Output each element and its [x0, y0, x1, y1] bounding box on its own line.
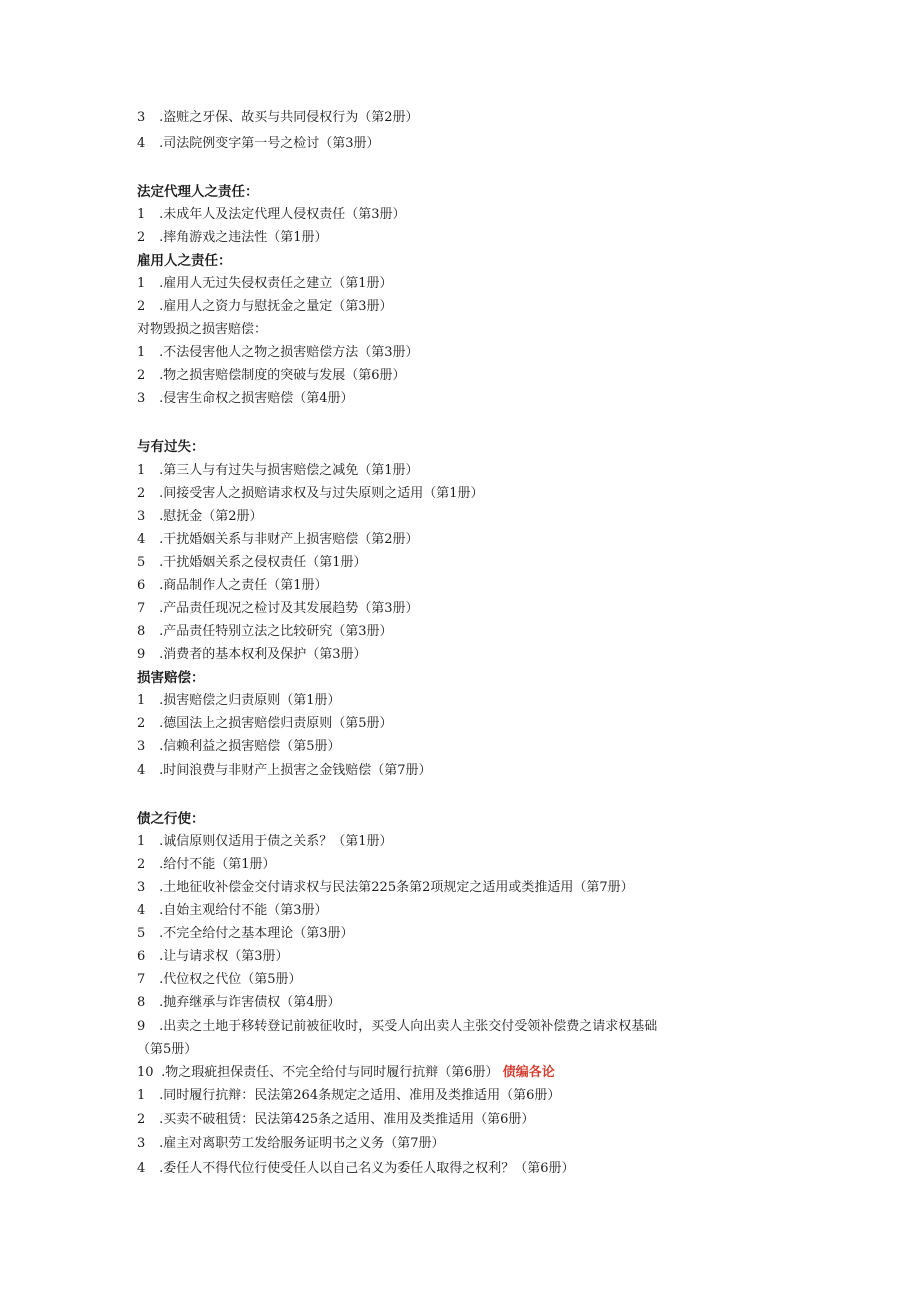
list-item: 4 .时间浪费与非财产上损害之金钱赔偿（第7册） — [137, 763, 432, 778]
list-item: 6 .商品制作人之责任（第1册） — [137, 578, 328, 593]
section-heading: 与有过失： — [137, 439, 205, 455]
list-item: 2 .买卖不破租赁：民法第425条之适用、准用及类推适用（第6册） — [137, 1112, 535, 1127]
list-item: 9 .出卖之土地于移转登记前被征收时，买受人向出卖人主张交付受领补偿费之请求权基础 — [137, 1019, 658, 1034]
list-item: 3 .慰抚金（第2册） — [137, 509, 263, 524]
list-item: 7 .代位权之代位（第5册） — [137, 972, 302, 987]
list-item: 2 .间接受害人之损赔请求权及与过失原则之适用（第1册） — [137, 486, 484, 501]
section-heading: 对物毁损之损害赔偿： — [137, 322, 268, 337]
list-item: 2 .摔角游戏之违法性（第1册） — [137, 230, 328, 245]
section-heading: 损害赔偿： — [137, 670, 205, 686]
list-item: 1 .损害赔偿之归责原则（第1册） — [137, 693, 341, 708]
list-item: 1 .第三人与有过失与损害赔偿之减免（第1册） — [137, 463, 419, 478]
list-item: 7 .产品责任现况之检讨及其发展趋势（第3册） — [137, 601, 419, 616]
list-item: 5 .不完全给付之基本理论（第3册） — [137, 926, 354, 941]
list-item: 3 .盗赃之牙保、故买与共同侵权行为（第2册） — [137, 110, 419, 125]
section-heading: 雇用人之责任： — [137, 253, 232, 269]
list-item: 3 .土地征收补偿金交付请求权与民法第225条第2项规定之适用或类推适用（第7册） — [137, 880, 634, 895]
list-item: 3 .侵害生命权之损害赔偿（第4册） — [137, 391, 354, 406]
list-item: 2 .雇用人之资力与慰抚金之量定（第3册） — [137, 299, 393, 314]
list-item: 1 .同时履行抗辩：民法第264条规定之适用、准用及类推适用（第6册） — [137, 1088, 561, 1103]
section-heading-red: 债编各论 — [502, 1065, 555, 1080]
list-item: 8 .抛弃继承与诈害债权（第4册） — [137, 995, 341, 1010]
list-item: 3 .雇主对离职劳工发给服务证明书之义务（第7册） — [137, 1136, 445, 1151]
list-item: 9 .消费者的基本权利及保护（第3册） — [137, 647, 367, 662]
list-item: 4 .委任人不得代位行使受任人以自己名义为委任人取得之权利？（第6册） — [137, 1161, 575, 1176]
list-item: 3 .信赖利益之损害赔偿（第5册） — [137, 739, 341, 754]
list-item: 4 .干扰婚姻关系与非财产上损害赔偿（第2册） — [137, 532, 419, 547]
list-item: 2 .德国法上之损害赔偿归责原则（第5册） — [137, 716, 393, 731]
list-item: 5 .干扰婚姻关系之侵权责任（第1册） — [137, 555, 367, 570]
list-item-continuation: （第5册） — [137, 1042, 198, 1057]
list-item: 8 .产品责任特别立法之比较研究（第3册） — [137, 624, 393, 639]
section-heading: 债之行使： — [137, 811, 205, 827]
list-item: 4 .司法院例变字第一号之检讨（第3册） — [137, 136, 380, 151]
list-item: 2 .给付不能（第1册） — [137, 857, 276, 872]
section-heading: 法定代理人之责任： — [137, 184, 259, 200]
list-item: 1 .未成年人及法定代理人侵权责任（第3册） — [137, 207, 406, 222]
list-item: 4 .自始主观给付不能（第3册） — [137, 903, 328, 918]
list-item: 6 .让与请求权（第3册） — [137, 949, 289, 964]
list-item: 10 .物之瑕疵担保责任、不完全给付与同时履行抗辩（第6册） 债编各论 — [137, 1065, 555, 1080]
list-item: 2 .物之损害赔偿制度的突破与发展（第6册） — [137, 368, 406, 383]
list-item: 1 .不法侵害他人之物之损害赔偿方法（第3册） — [137, 345, 419, 360]
list-item: 1 .诚信原则仅适用于债之关系？（第1册） — [137, 834, 393, 849]
list-item: 1 .雇用人无过失侵权责任之建立（第1册） — [137, 276, 393, 291]
